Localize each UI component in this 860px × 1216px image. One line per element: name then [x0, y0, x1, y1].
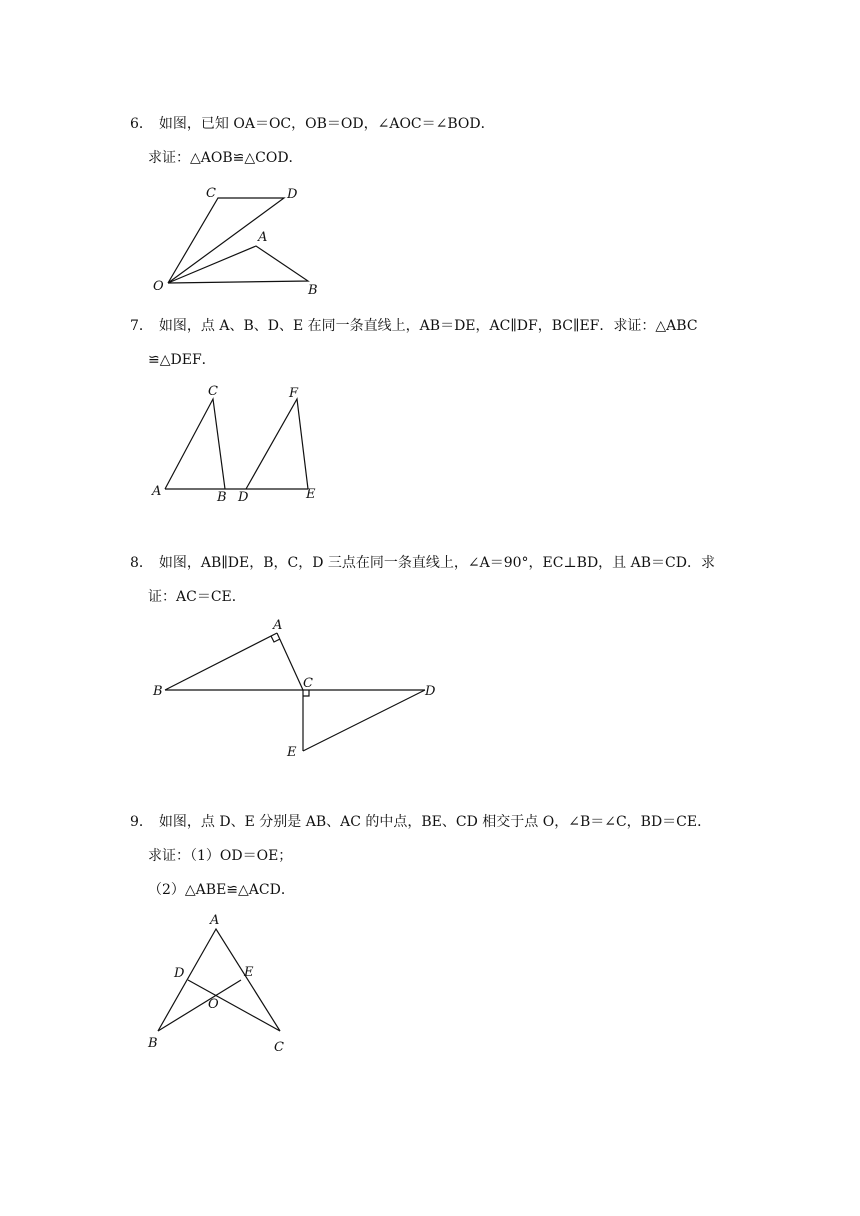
problem-6-statement — [130, 113, 495, 133]
problem-9-prove-1: 求证：（1）OD＝OE； — [148, 848, 293, 864]
problem-6-prove: 求证：△AOB≌△COD． — [148, 150, 303, 166]
label-d: D — [238, 490, 249, 505]
problem-8-statement-cont: 证：AC＝CE． — [148, 589, 246, 605]
segment-ed — [303, 690, 425, 751]
problem-9-text: 如图，点 D、E 分别是 AB、AC 的中点，BE、CD 相交于点 O，∠B＝∠C，BD＝CE． — [158, 814, 712, 830]
problem-7-figure — [145, 380, 345, 505]
label-c: C — [274, 1040, 284, 1055]
label-e: E — [287, 745, 297, 760]
problem-6-number: 6． — [130, 116, 153, 132]
triangle-def — [246, 399, 308, 489]
segment-ba — [165, 633, 277, 690]
label-c: C — [303, 676, 313, 691]
label-b: B — [148, 1036, 158, 1051]
label-a: A — [273, 618, 283, 633]
label-e: E — [306, 487, 316, 502]
label-o: O — [153, 279, 164, 294]
label-d: D — [174, 966, 185, 981]
problem-6-figure — [140, 180, 340, 300]
problem-9-statement — [130, 811, 711, 831]
problem-7-text: 如图，点 A、B、D、E 在同一条直线上，AB＝DE，AC∥DF，BC∥EF．求证：△ABC — [158, 318, 698, 334]
segment-cd — [188, 980, 280, 1031]
triangle-abc — [165, 399, 225, 489]
segment-ac — [277, 633, 303, 690]
problem-8-number: 8． — [130, 555, 153, 571]
problem-7-statement — [130, 315, 698, 335]
label-c: C — [208, 384, 218, 399]
label-c: C — [206, 186, 216, 201]
label-b: B — [153, 684, 163, 699]
problem-7-statement-cont: ≌△DEF． — [148, 352, 216, 368]
label-e: E — [244, 965, 254, 980]
label-a: A — [152, 484, 162, 499]
label-f: F — [289, 386, 299, 401]
problem-9-prove-2: （2）△ABE≌△ACD． — [148, 882, 295, 898]
label-d: D — [425, 684, 436, 699]
label-o: O — [208, 997, 219, 1012]
segment-oa-ab-bo — [168, 246, 308, 283]
label-a: A — [258, 230, 268, 245]
problem-8-text: 如图，AB∥DE，B，C，D 三点在同一条直线上，∠A＝90°，EC⊥BD，且 AB＝CD．求 — [158, 555, 715, 571]
problem-8-statement — [130, 552, 715, 572]
problem-9-figure — [140, 905, 310, 1060]
problem-8-figure — [145, 615, 455, 765]
label-b: B — [217, 490, 227, 505]
problem-9-number: 9． — [130, 814, 153, 830]
label-d: D — [287, 187, 298, 202]
problem-7-number: 7． — [130, 318, 153, 334]
label-b: B — [308, 283, 318, 298]
label-a: A — [210, 913, 220, 928]
problem-6-text: 如图，已知 OA＝OC，OB＝OD，∠AOC＝∠BOD． — [158, 116, 495, 132]
segment-be — [158, 980, 241, 1031]
